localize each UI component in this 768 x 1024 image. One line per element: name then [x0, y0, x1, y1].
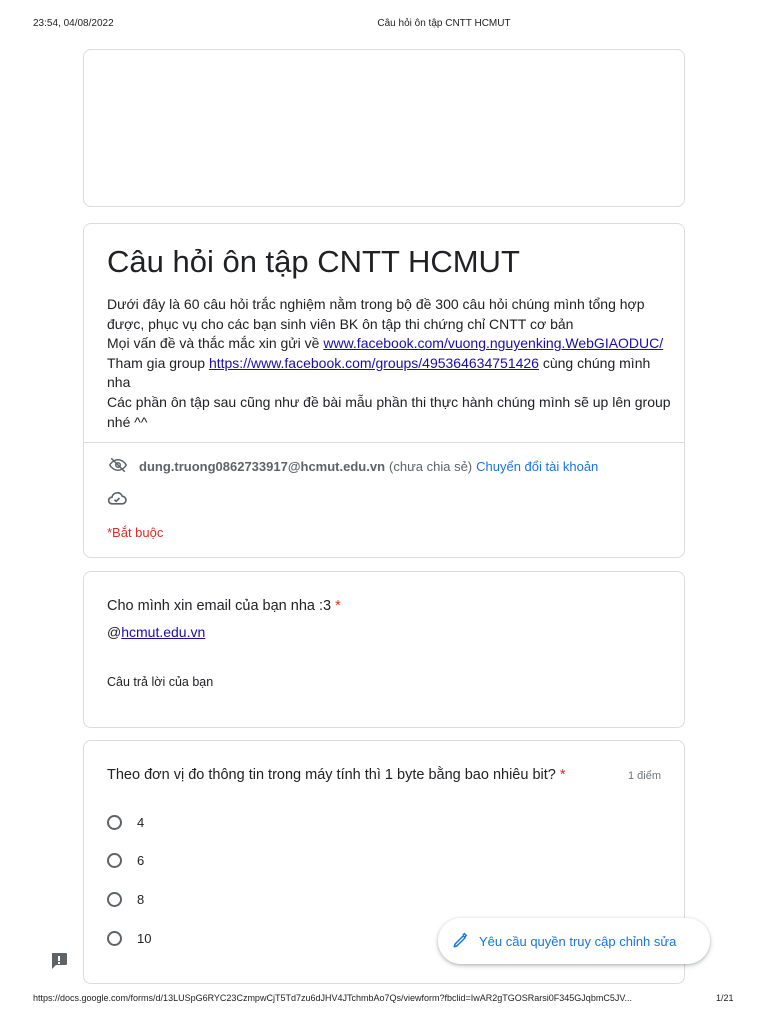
print-page-title: Câu hỏi ôn tập CNTT HCMUT	[377, 18, 511, 29]
option-row[interactable]	[107, 931, 151, 946]
question-byte-title: Theo đơn vị đo thông tin trong máy tính thì 1 byte bằng bao nhiêu bit? *	[107, 767, 566, 783]
radio-button[interactable]	[107, 931, 122, 946]
account-email: dung.truong0862733917@hcmut.edu.vn	[139, 459, 386, 474]
option-row[interactable]	[107, 853, 144, 868]
eye-off-icon	[107, 456, 129, 477]
account-row	[107, 456, 598, 477]
request-edit-access-button[interactable]	[438, 918, 710, 964]
description-line-4: Các phần ôn tập sau cũng như đề bài mẫu phần thi thực hành chúng mình sẽ up lên group nhé ^^	[107, 393, 671, 430]
print-datetime: 23:54, 04/08/2022	[33, 18, 114, 29]
switch-account-link[interactable]: Chuyển đổi tài khoản	[476, 459, 599, 474]
print-page-number: 1/21	[716, 993, 734, 1003]
option-label: 10	[137, 931, 152, 946]
description-line-3-suffix: cùng chúng mình nha	[107, 354, 651, 391]
description-line-3-prefix: Tham gia group	[107, 354, 209, 371]
radio-button[interactable]	[107, 892, 122, 907]
facebook-group-link[interactable]: https://www.facebook.com/groups/495364634751426	[208, 354, 539, 371]
option-row[interactable]	[107, 815, 144, 830]
header-divider	[84, 442, 684, 443]
cloud-check-icon	[107, 490, 127, 511]
print-url: https://docs.google.com/forms/d/13LUSpG6RYC23CzmpwCjT5Td7zu6dJHV4JTchmbAo7Qs/viewform?fbclid=IwAR2gTGOSRarsi0F345GJqbmC5JV...	[33, 993, 633, 1003]
required-asterisk: *	[559, 767, 566, 783]
form-banner	[83, 49, 685, 207]
description-line-2-prefix: Mọi vấn đề và thắc mắc xin gửi về	[107, 335, 324, 352]
question-points: 1 điểm	[627, 770, 661, 782]
question-email-title: Cho mình xin email của bạn nha :3 *	[107, 598, 341, 614]
hcmut-link[interactable]: hcmut.edu.vn	[121, 624, 206, 640]
question-email-card	[83, 571, 685, 728]
option-label: 8	[137, 892, 145, 907]
form-description	[107, 295, 672, 432]
radio-button[interactable]	[107, 815, 122, 830]
radio-button[interactable]	[107, 853, 122, 868]
required-asterisk: *	[335, 598, 341, 614]
pencil-icon	[452, 931, 470, 952]
form-title: Câu hỏi ôn tập CNTT HCMUT	[107, 244, 520, 279]
report-icon[interactable]	[49, 951, 69, 976]
description-line-1: Dưới đây là 60 câu hỏi trắc nghiệm nằm trong bộ đề 300 câu hỏi chúng mình tổng hợp được, phục vụ cho các bạn sinh viên BK ôn tập thi chứng chỉ CNTT cơ bản	[107, 296, 645, 332]
option-label: 6	[137, 853, 145, 868]
request-edit-access-label: Yêu cầu quyền truy cập chỉnh sửa	[479, 933, 677, 949]
account-not-shared: (chưa chia sẻ)	[389, 459, 473, 474]
required-note: *Bắt buộc	[107, 525, 164, 540]
question-email-hint: @hcmut.edu.vn	[107, 624, 206, 640]
form-header-card	[83, 223, 685, 558]
option-label: 4	[137, 815, 145, 830]
email-answer-input[interactable]: Câu trả lời của bạn	[107, 675, 214, 689]
option-row[interactable]	[107, 892, 144, 907]
print-footer	[33, 993, 734, 1003]
facebook-page-link[interactable]: www.facebook.com/vuong.nguyenking.WebGIAODUC/	[323, 335, 664, 352]
